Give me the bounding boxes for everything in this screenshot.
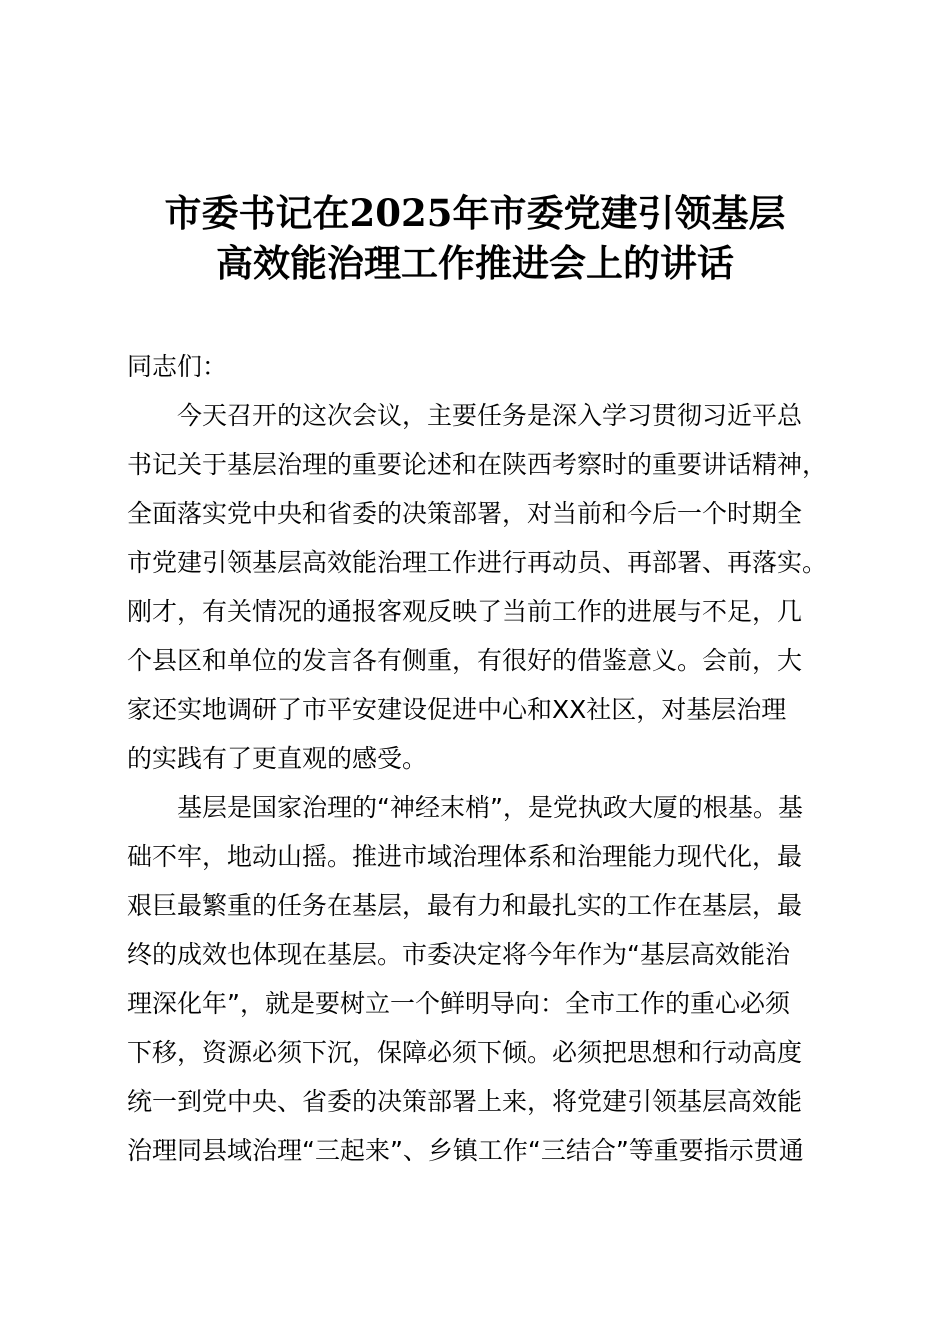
paragraph-2-line: 治理同县域治理“三起来”、乡镇工作“三结合”等重要指示贯通 — [127, 1136, 804, 1165]
salutation: 同志们： — [127, 352, 228, 381]
paragraph-1-line: 今天召开的这次会议，主要任务是深入学习贯彻习近平总 — [177, 401, 803, 430]
paragraph-2-line: 终的成效也体现在基层。市委决定将今年作为“基层高效能治 — [127, 940, 790, 969]
paragraph-2-line: 艰巨最繁重的任务在基层，最有力和最扎实的工作在基层，最 — [127, 891, 803, 920]
paragraph-2-line: 下移，资源必须下沉，保障必须下倾。必须把思想和行动高度 — [127, 1038, 803, 1067]
paragraph-2 — [127, 783, 827, 1175]
paragraph-2-line: 基层是国家治理的“神经末梢”，是党执政大厦的根基。基 — [177, 793, 803, 822]
paragraph-2-line: 理深化年”，就是要树立一个鲜明导向：全市工作的重心必须 — [127, 989, 790, 1018]
title-line-2: 高效能治理工作推进会上的讲话 — [216, 241, 734, 285]
paragraph-1-line: 刚才，有关情况的通报客观反映了当前工作的进展与不足，几 — [127, 597, 803, 626]
document-title — [100, 188, 850, 288]
paragraph-1-line: 家还实地调研了市平安建设促进中心和XX社区，对基层治理 — [127, 695, 787, 724]
paragraph-1-line: 全面落实党中央和省委的决策部署，对当前和今后一个时期全 — [127, 499, 803, 528]
paragraph-2-line: 础不牢，地动山摇。推进市域治理体系和治理能力现代化，最 — [127, 842, 803, 871]
paragraph-1-line: 市党建引领基层高效能治理工作进行再动员、再部署、再落实。 — [127, 548, 828, 577]
paragraph-1-line: 的实践有了更直观的感受。 — [127, 744, 428, 773]
paragraph-2-line: 统一到党中央、省委的决策部署上来，将党建引领基层高效能 — [127, 1087, 803, 1116]
title-line-1: 市委书记在2025年市委党建引领基层 — [164, 191, 786, 235]
paragraph-1 — [127, 391, 827, 783]
paragraph-1-line: 书记关于基层治理的重要论述和在陕西考察时的重要讲话精神， — [127, 450, 828, 479]
paragraph-1-line: 个县区和单位的发言各有侧重，有很好的借鉴意义。会前，大 — [127, 646, 803, 675]
document-body — [127, 342, 827, 1175]
